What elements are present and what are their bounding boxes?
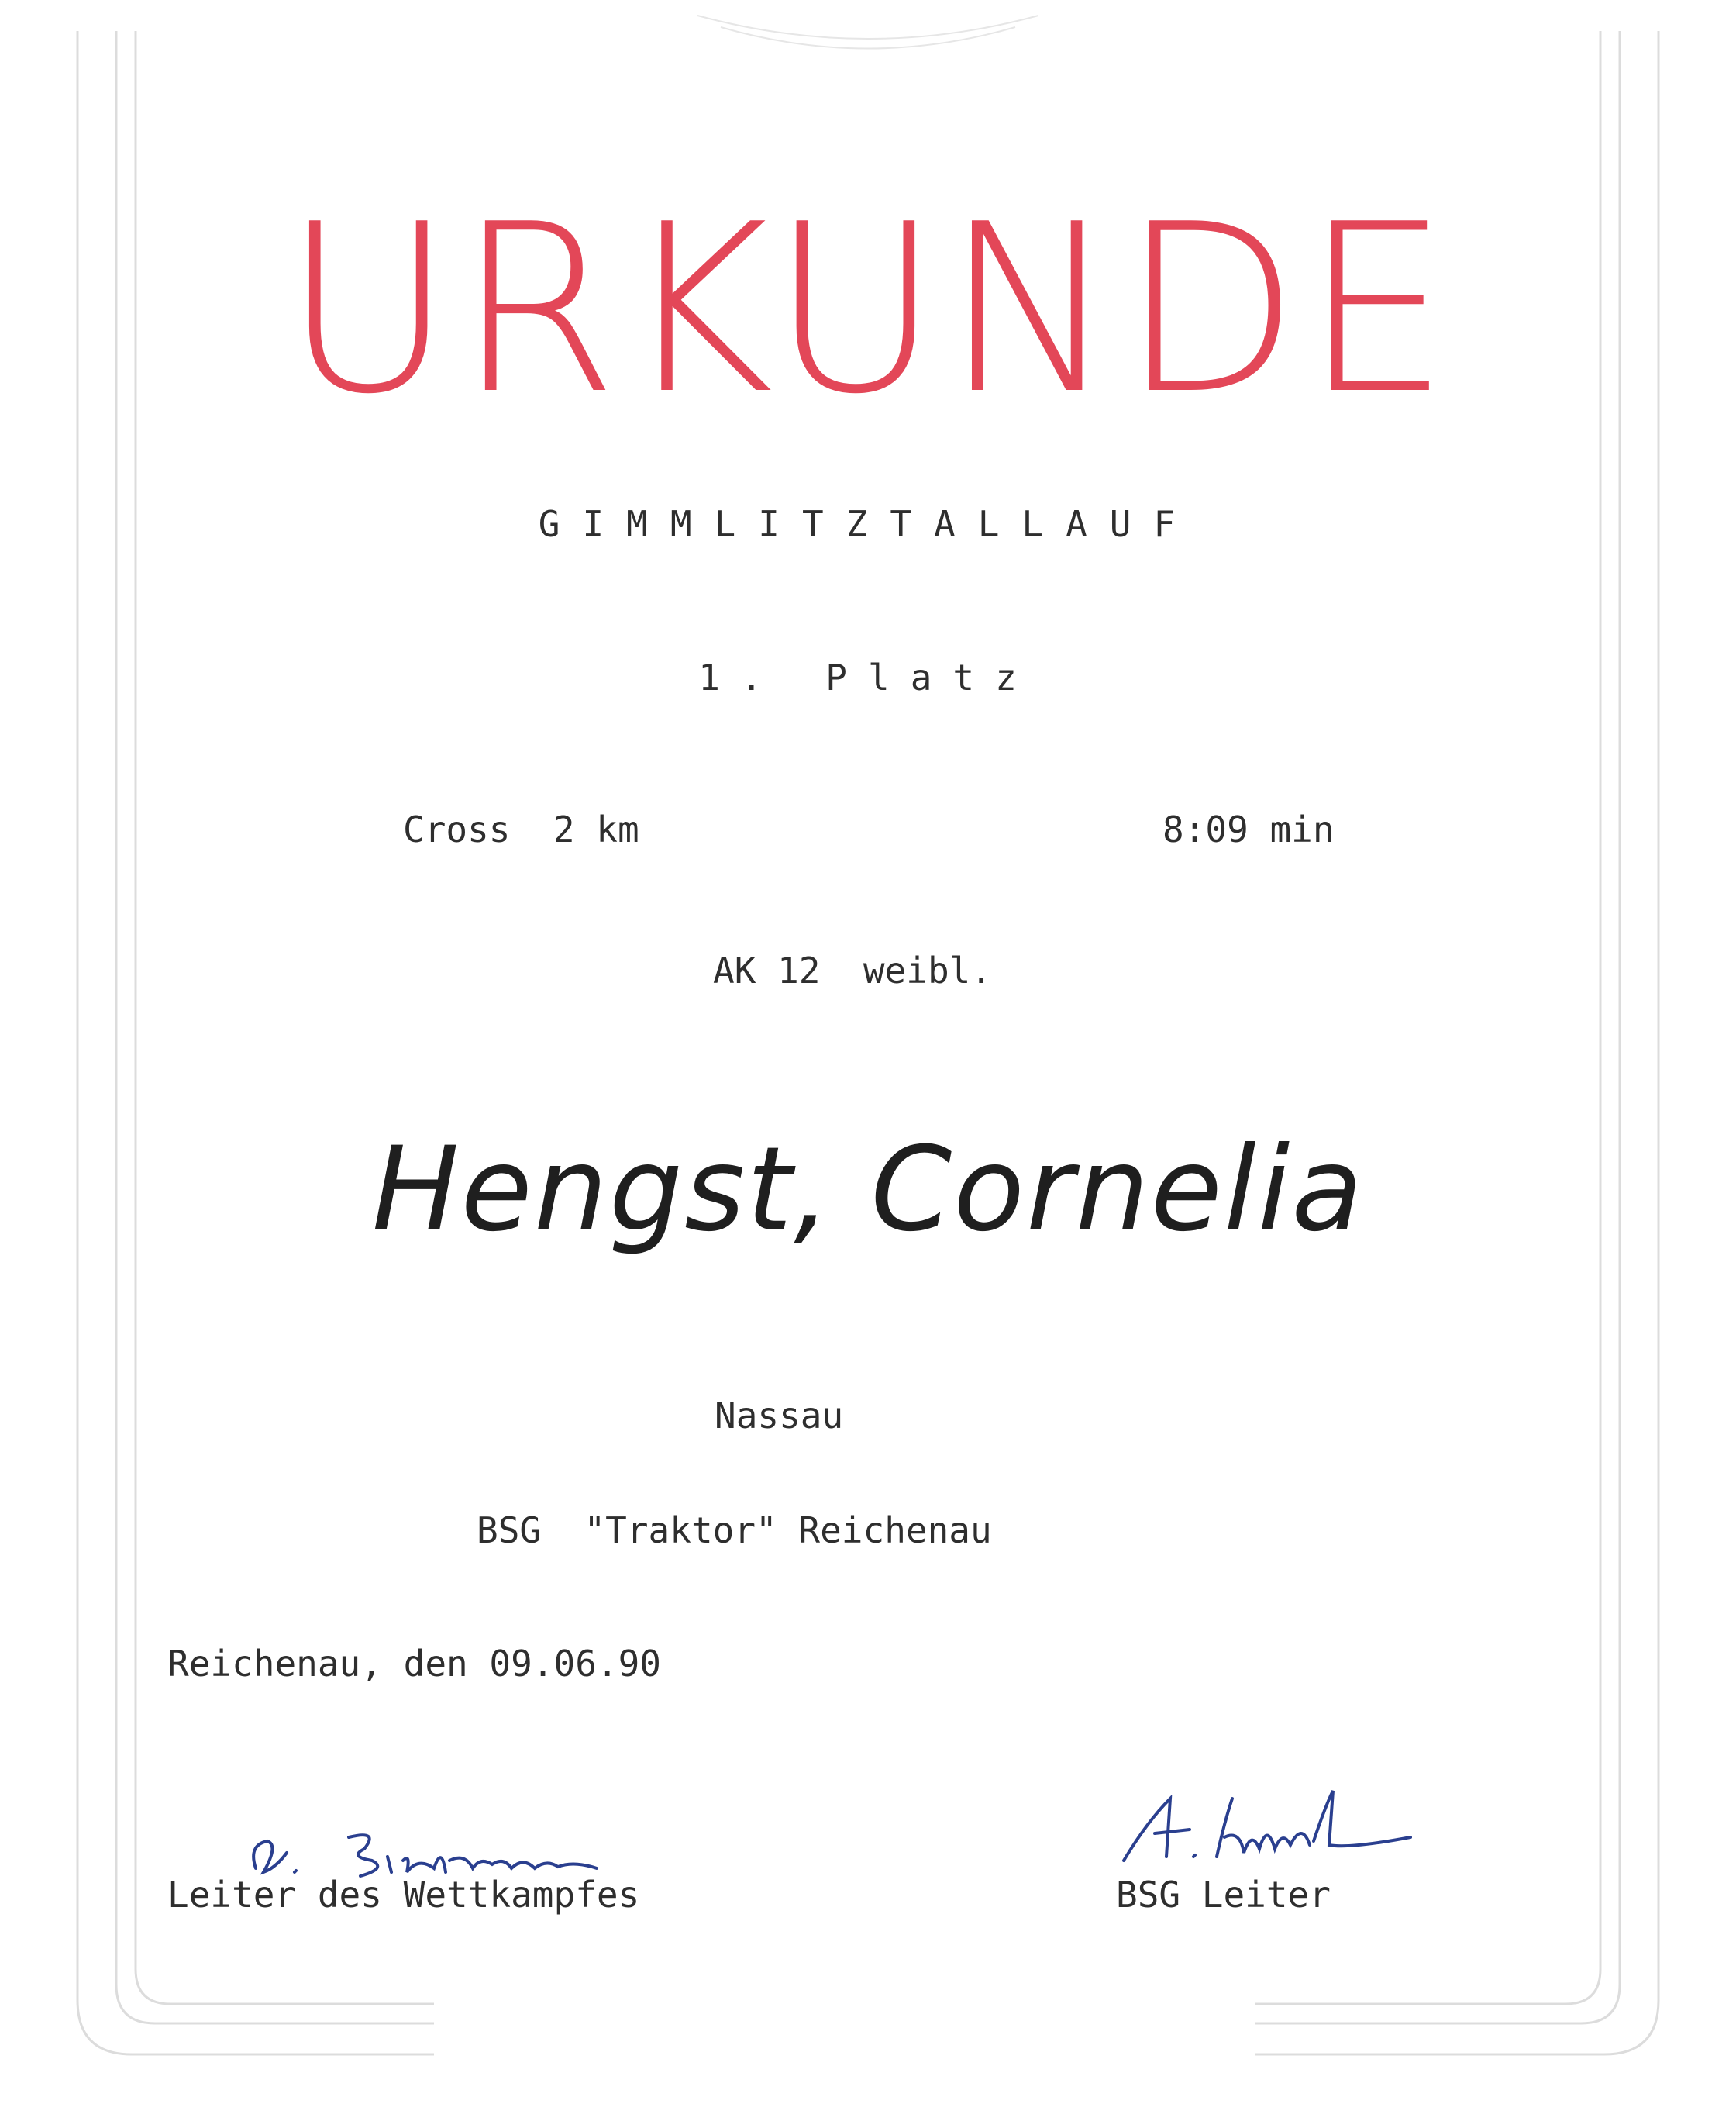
certificate-title: URKUNDE [283,174,1453,445]
event-name: GIMMLITZTALLAUF [538,503,1198,545]
placement: 1. Platz [698,657,1038,698]
winner-name: Hengst, Cornelia [371,1123,1365,1257]
right-signature [1116,1775,1426,1876]
date-line: Reichenau, den 09.06.90 [167,1643,661,1685]
club-name: BSG "Traktor" Reichenau [477,1509,992,1551]
hometown: Nassau [715,1395,844,1436]
age-class: AK 12 weibl. [713,950,993,992]
left-signature-role: Leiter des Wettkampfes [167,1874,640,1916]
right-signature-role: BSG Leiter [1116,1874,1331,1916]
finish-time: 8:09 min [1162,809,1335,850]
discipline: Cross 2 km [403,809,639,850]
